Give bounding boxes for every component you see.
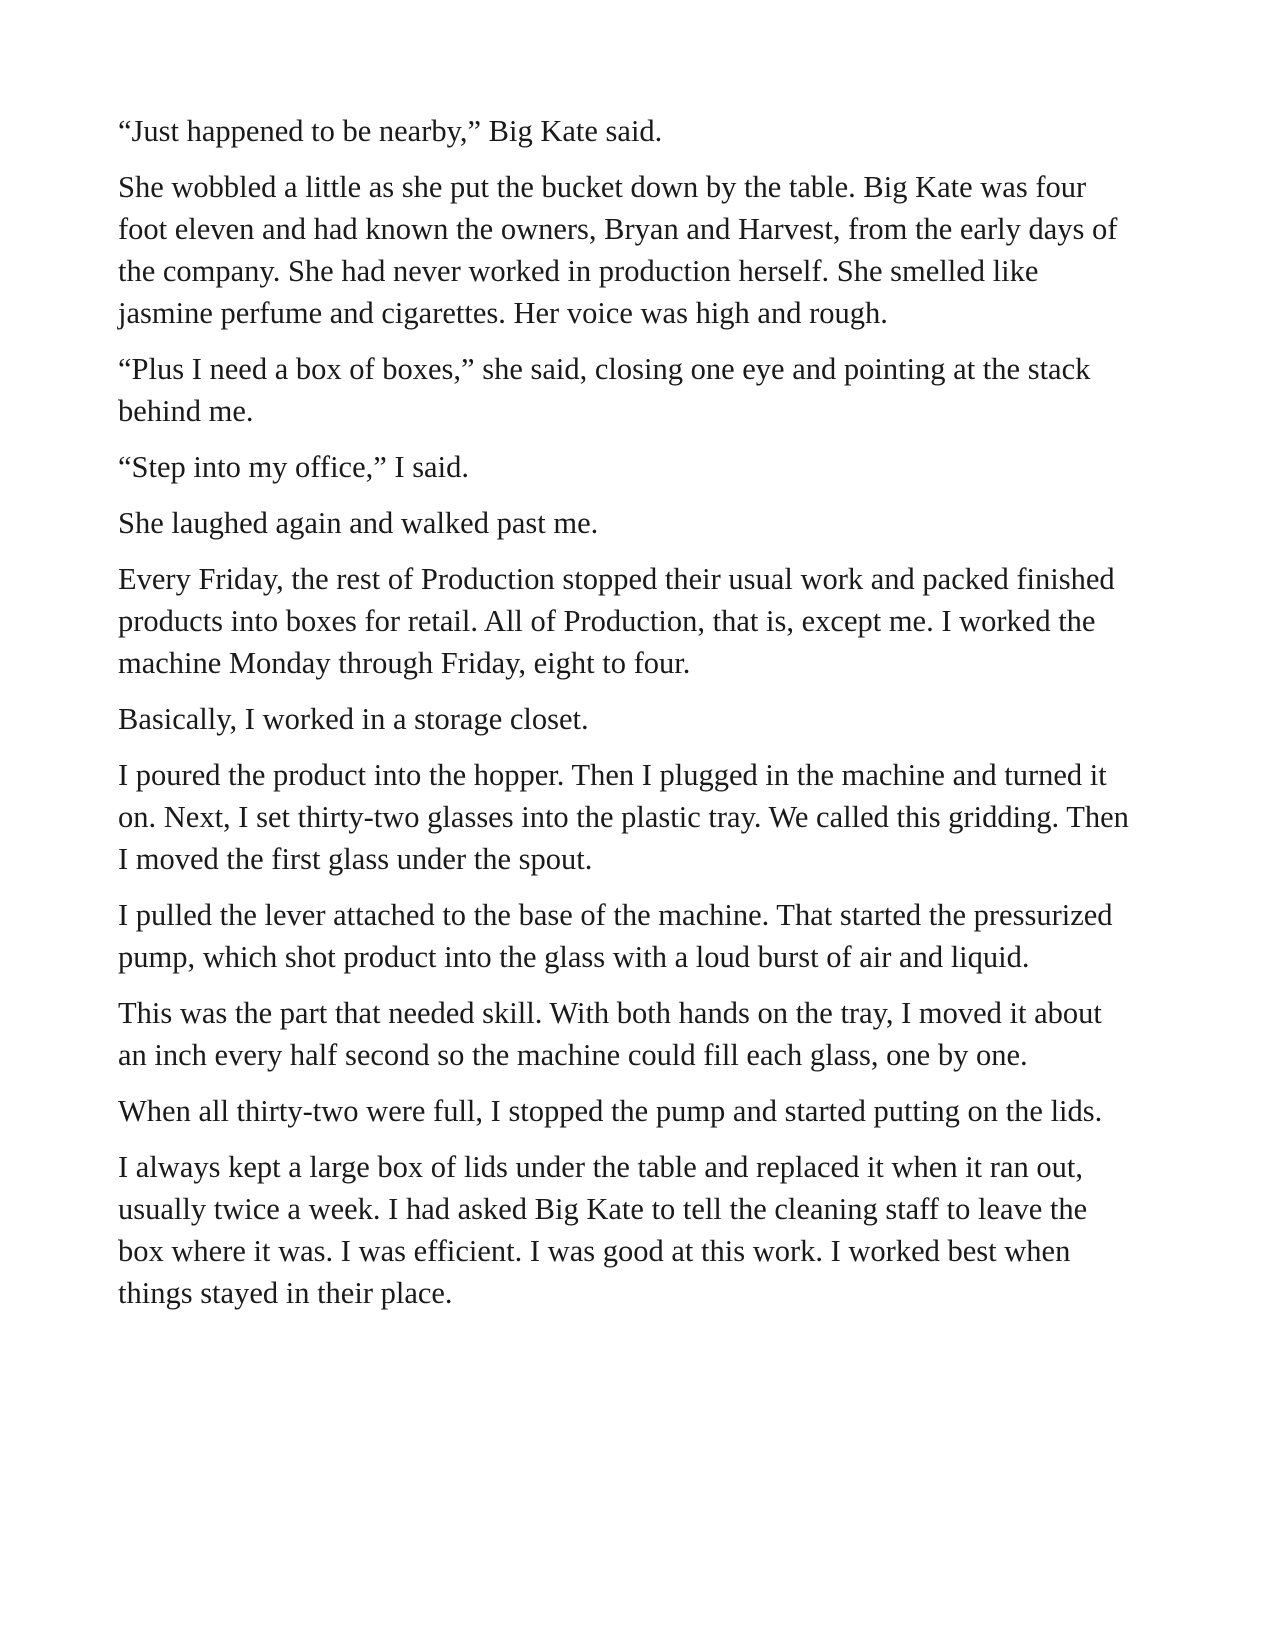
paragraph-9: I pulled the lever attached to the base of the machine. That started the pressurized pump, which shot product into the glass with a loud burst of air and liquid. xyxy=(118,898,1113,974)
paragraph-1: “Just happened to be nearby,” Big Kate said. xyxy=(118,114,663,148)
paragraph-2: She wobbled a little as she put the bucket down by the table. Big Kate was four foot eleven and had known the owners, Bryan and Harvest, from the early days of the company. She had never worked in production herself. She smelled like jasmine perfume and cigarettes. Her voice was high and rough. xyxy=(118,170,1118,330)
paragraph-10: This was the part that needed skill. With both hands on the tray, I moved it about an inch every half second so the machine could fill each glass, one by one. xyxy=(118,996,1102,1072)
paragraph-8: I poured the product into the hopper. Then I plugged in the machine and turned it on. Next, I set thirty-two glasses into the plastic tray. We called this gridding. Then I moved the first glass under the spout. xyxy=(118,758,1129,876)
paragraph-7: Basically, I worked in a storage closet. xyxy=(118,702,589,736)
paragraph-12: I always kept a large box of lids under the table and replaced it when it ran out, usually twice a week. I had asked Big Kate to tell the cleaning staff to leave the box where it was. I was efficient. I was good at this work. I worked best when things stayed in their place. xyxy=(118,1150,1088,1310)
paragraph-4: “Step into my office,” I said. xyxy=(118,450,469,484)
paragraph-11: When all thirty-two were full, I stopped the pump and started putting on the lids. xyxy=(118,1094,1103,1128)
paragraph-3: “Plus I need a box of boxes,” she said, closing one eye and pointing at the stack behind me. xyxy=(118,352,1091,428)
paragraph-6: Every Friday, the rest of Production stopped their usual work and packed finished products into boxes for retail. All of Production, that is, except me. I worked the machine Monday through Friday, eight to four. xyxy=(118,562,1115,680)
paragraph-5: She laughed again and walked past me. xyxy=(118,506,599,540)
